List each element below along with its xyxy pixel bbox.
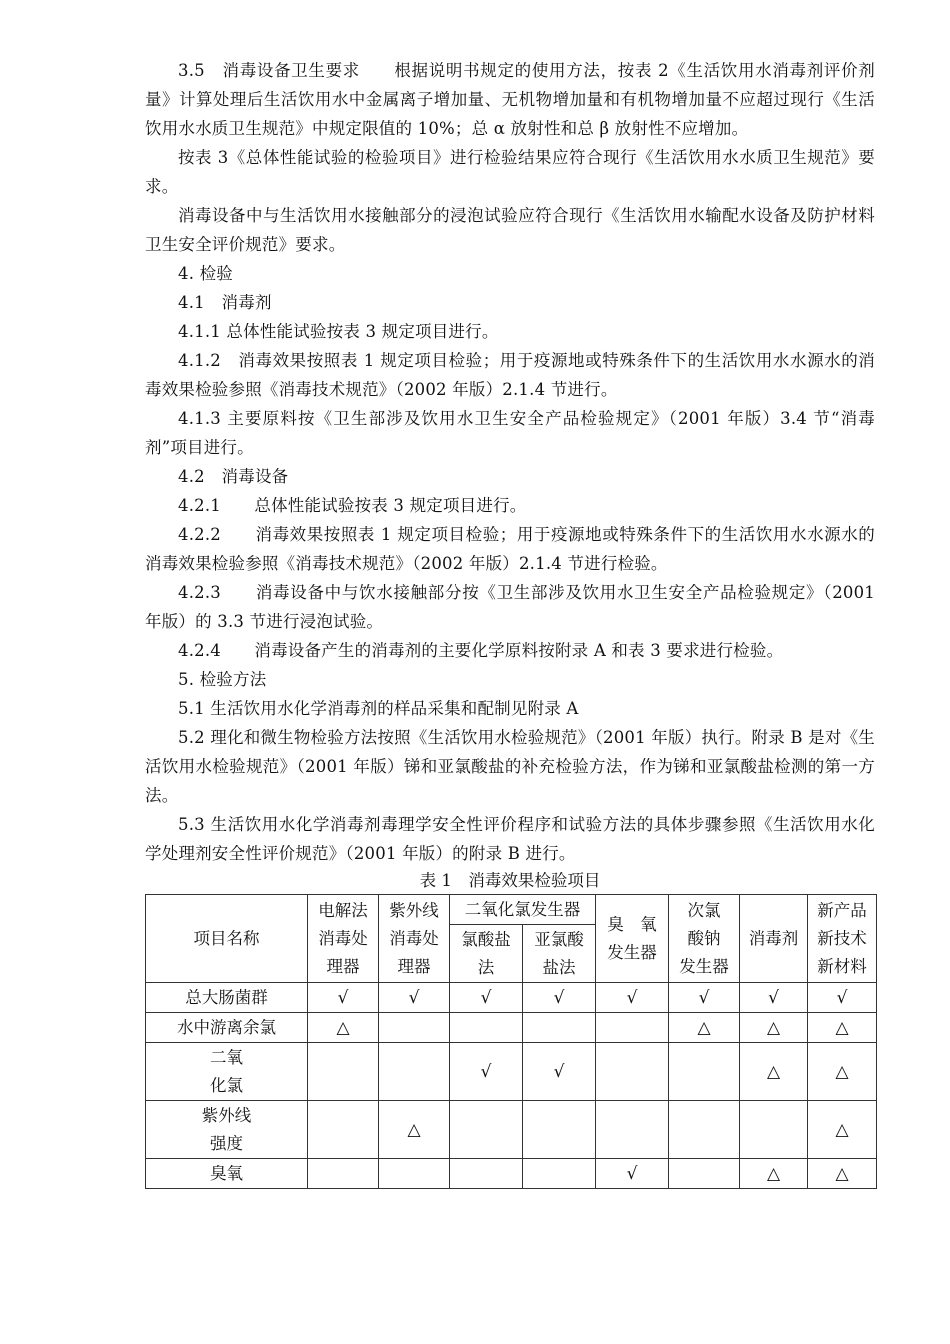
paragraph-4-1-3: 4.1.3 主要原料按《卫生部涉及饮用水卫生安全产品检验规定》（2001 年版）3.4 节“消毒剂”项目进行。 bbox=[145, 409, 875, 457]
header-line: 新技术 bbox=[817, 928, 867, 948]
table-cell bbox=[450, 1101, 523, 1159]
paragraph-4-2-2: 4.2.2 消毒效果按照表 1 规定项目检验；用于疫源地或特殊条件下的生活饮用水水源水的消毒效果检验参照《消毒技术规范》（2002 年版）2.1.4 节进行检验。 bbox=[145, 525, 875, 573]
header-chlorate bbox=[450, 925, 523, 983]
heading-4-1: 4.1 消毒剂 bbox=[178, 293, 272, 312]
paragraph-5-3: 5.3 生活饮用水化学消毒剂毒理学安全性评价程序和试验方法的具体步骤参照《生活饮用水化学处理剂安全性评价规范》（2001 年版）的附录 B 进行。 bbox=[145, 815, 875, 863]
table-cell bbox=[379, 1043, 450, 1101]
table-cell bbox=[596, 1101, 669, 1159]
table-cell: √ bbox=[450, 1043, 523, 1101]
table-caption: 表 1 消毒效果检验项目 bbox=[419, 871, 601, 890]
header-electrolysis bbox=[308, 895, 379, 983]
header-ozone bbox=[596, 895, 669, 983]
row-name bbox=[146, 1159, 308, 1189]
header-line: 次氯 bbox=[687, 900, 721, 920]
table-row bbox=[146, 1043, 877, 1101]
table-row bbox=[146, 1101, 877, 1159]
table-cell bbox=[450, 1159, 523, 1189]
table-cell: △ bbox=[808, 1159, 877, 1189]
table-cell bbox=[596, 1013, 669, 1043]
paragraph-5-2: 5.2 理化和微生物检验方法按照《生活饮用水检验规范》（2001 年版）执行。附录 B 是对《生活饮用水检验规范》（2001 年版）锑和亚氯酸盐的补充检验方法，作为锑和亚氯酸盐检测的第一方法。 bbox=[145, 728, 875, 805]
header-hypochlorite bbox=[669, 895, 740, 983]
row-name-line: 二氧 bbox=[210, 1047, 243, 1067]
table-cell: △ bbox=[808, 1101, 877, 1159]
table-cell: △ bbox=[379, 1101, 450, 1159]
table-cell: △ bbox=[740, 1043, 808, 1101]
table-cell: √ bbox=[669, 983, 740, 1013]
table-body bbox=[146, 983, 877, 1189]
table-cell bbox=[596, 1043, 669, 1101]
paragraph-table3-requirement: 按表 3《总体性能试验的检验项目》进行检验结果应符合现行《生活饮用水水质卫生规范》要求。 bbox=[145, 148, 875, 196]
table-cell bbox=[523, 1013, 596, 1043]
header-line: 新材料 bbox=[817, 956, 867, 976]
paragraph-4-2-3: 4.2.3 消毒设备中与饮水接触部分按《卫生部涉及饮用水卫生安全产品检验规定》（2001 年版）的 3.3 节进行浸泡试验。 bbox=[145, 583, 875, 631]
table-cell bbox=[308, 1101, 379, 1159]
table-cell bbox=[669, 1159, 740, 1189]
table-row bbox=[146, 1013, 877, 1043]
table-cell: △ bbox=[740, 1013, 808, 1043]
header-line: 酸钠 bbox=[687, 928, 721, 948]
table-cell bbox=[523, 1159, 596, 1189]
header-line: 法 bbox=[477, 957, 495, 977]
header-line: 理器 bbox=[326, 956, 360, 976]
header-line: 发生器 bbox=[679, 956, 729, 976]
table-cell: △ bbox=[808, 1013, 877, 1043]
disinfection-test-table bbox=[145, 894, 877, 1189]
table-cell bbox=[450, 1013, 523, 1043]
table-cell: √ bbox=[740, 983, 808, 1013]
table-cell: √ bbox=[379, 983, 450, 1013]
table-cell: √ bbox=[450, 983, 523, 1013]
paragraph-4-2-4: 4.2.4 消毒设备产生的消毒剂的主要化学原料按附录 A 和表 3 要求进行检验。 bbox=[178, 641, 784, 660]
heading-4-2: 4.2 消毒设备 bbox=[178, 467, 289, 486]
paragraph-4-2-1: 4.2.1 总体性能试验按表 3 规定项目进行。 bbox=[178, 496, 527, 515]
header-line: 消毒处 bbox=[389, 928, 439, 948]
header-line: 臭 氧 bbox=[607, 914, 657, 934]
table-cell bbox=[669, 1101, 740, 1159]
table-cell bbox=[308, 1159, 379, 1189]
table-cell: △ bbox=[740, 1159, 808, 1189]
row-name bbox=[146, 983, 308, 1013]
row-name bbox=[146, 1013, 308, 1043]
header-item-name: 项目名称 bbox=[146, 895, 308, 983]
row-name-line: 紫外线 bbox=[201, 1105, 252, 1125]
header-uv bbox=[379, 895, 450, 983]
table-cell: △ bbox=[308, 1013, 379, 1043]
paragraph-3-5: 3.5 消毒设备卫生要求 根据说明书规定的使用方法，按表 2《生活饮用水消毒剂评价剂量》计算处理后生活饮用水中金属离子增加量、无机物增加量和有机物增加量不应超过现行《生活饮用水水质卫生规范》中规定限值的 10%；总 α 放射性和总 β 放射性不应增加。 bbox=[145, 61, 875, 138]
table-cell bbox=[740, 1101, 808, 1159]
header-line: 盐法 bbox=[542, 957, 576, 977]
header-chlorite bbox=[523, 925, 596, 983]
row-name-line: 强度 bbox=[210, 1133, 243, 1153]
row-name bbox=[146, 1043, 308, 1101]
paragraph-5-1: 5.1 生活饮用水化学消毒剂的样品采集和配制见附录 A bbox=[178, 699, 579, 718]
header-line: 消毒处 bbox=[318, 928, 368, 948]
table-cell bbox=[379, 1159, 450, 1189]
table-cell: △ bbox=[669, 1013, 740, 1043]
table-cell bbox=[523, 1101, 596, 1159]
heading-4: 4. 检验 bbox=[178, 264, 233, 283]
table-cell bbox=[308, 1043, 379, 1101]
table-cell: √ bbox=[596, 1159, 669, 1189]
header-line: 发生器 bbox=[607, 942, 657, 962]
row-name bbox=[146, 1101, 308, 1159]
table-cell bbox=[669, 1043, 740, 1101]
paragraph-4-1-2: 4.1.2 消毒效果按照表 1 规定项目检验；用于疫源地或特殊条件下的生活饮用水水源水的消毒效果检验参照《消毒技术规范》（2002 年版）2.1.4 节进行。 bbox=[145, 351, 875, 399]
header-new-product bbox=[808, 895, 877, 983]
table-row bbox=[146, 1159, 877, 1189]
header-line: 理器 bbox=[397, 956, 431, 976]
row-name-line: 臭氧 bbox=[210, 1163, 243, 1183]
row-name-line: 化氯 bbox=[210, 1075, 243, 1095]
row-name-line: 总大肠菌群 bbox=[185, 987, 268, 1007]
header-disinfectant: 消毒剂 bbox=[740, 895, 808, 983]
row-name-line: 水中游离余氯 bbox=[177, 1017, 276, 1037]
header-line: 紫外线 bbox=[389, 900, 439, 920]
table-cell: √ bbox=[596, 983, 669, 1013]
table-cell: √ bbox=[808, 983, 877, 1013]
paragraph-4-1-1: 4.1.1 总体性能试验按表 3 规定项目进行。 bbox=[178, 322, 499, 341]
table-cell: √ bbox=[308, 983, 379, 1013]
table-row bbox=[146, 983, 877, 1013]
table-cell: √ bbox=[523, 1043, 596, 1101]
header-line: 新产品 bbox=[817, 900, 867, 920]
paragraph-immersion-requirement: 消毒设备中与生活饮用水接触部分的浸泡试验应符合现行《生活饮用水输配水设备及防护材料卫生安全评价规范》要求。 bbox=[145, 206, 875, 254]
table-cell bbox=[379, 1013, 450, 1043]
table-cell: △ bbox=[808, 1043, 877, 1101]
header-clo2-generator: 二氧化氯发生器 bbox=[450, 895, 596, 925]
document-page bbox=[145, 56, 875, 1189]
heading-5: 5. 检验方法 bbox=[178, 670, 267, 689]
header-line: 亚氯酸 bbox=[534, 929, 584, 949]
table-cell: √ bbox=[523, 983, 596, 1013]
header-line: 氯酸盐 bbox=[461, 929, 511, 949]
header-line: 电解法 bbox=[318, 900, 368, 920]
